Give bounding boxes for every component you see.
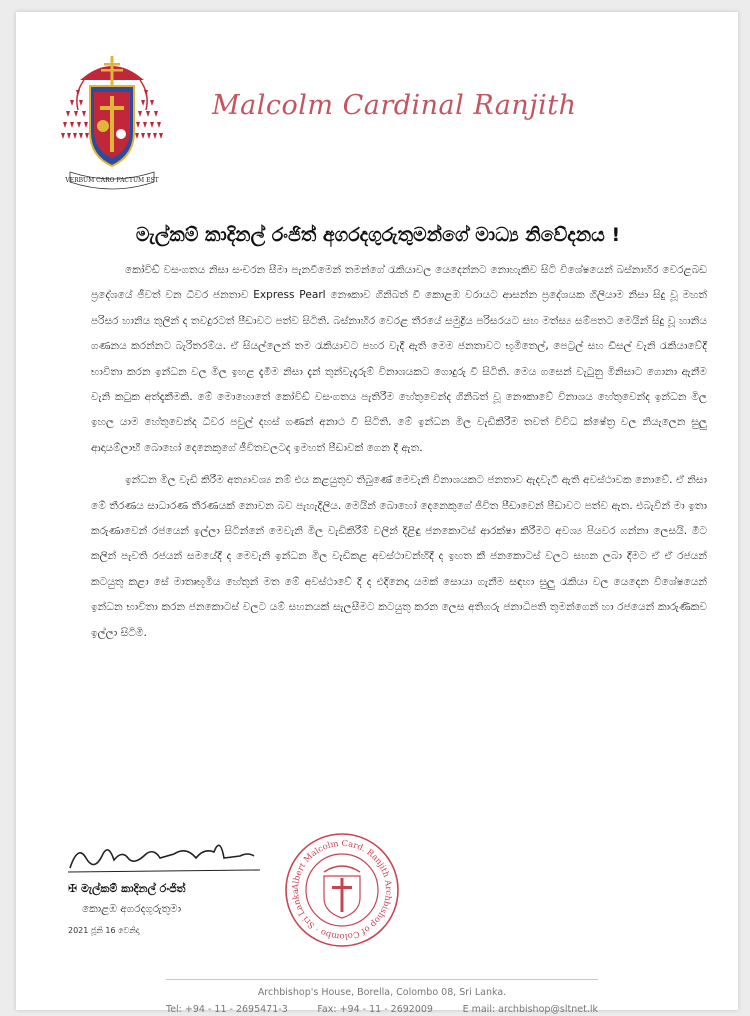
letter-page [16,12,738,1015]
archbishop-seal-stamp [284,832,400,948]
coat-of-arms-icon [60,54,164,200]
body-paragraph: කෝවිඩ් වසංගතය නිසා සංචරන සීමා පැනවීමෙන් තමන්ගේ රැකියාවල යෙදෙන්නට නොහැකිව සිටි විශේෂයෙන් බස්නාහිර වෙරළබඩ ප්‍රදේශයේ ජීවත් වන ධීවර ජනතාව Express Pearl නෞකාව ගිනිබත් වී කොළඹ වරායට ආසන්න ප්‍රදේශයක ගිලියාම නිසා සිදු වූ මහත් පරිසර හානිය තුලින් ද තවදුරටත් පීඩාවට පත්ව සිටිති. බස්නාහිර වෙරළ තීරයේ සමුද්‍රිය පරිසරයට සහ මත්ස්‍ය සම්පතට මෙයින් සිදු වූ හානිය ගණනය කරන්නට බැරිතරම්ය. ඒ සියල්ලෙන් තම රැකියාවට පහර වැදී ඇති මෙම ජනතාවට භූමිතෙල්, පෙට්‍රල් සහ ඩීසල් වැනි රැකියාවේදී භාවිතා කරන ඉන්ධන වල මිල ඉහළ දැමීම නිසා දැන් තුන්වැදෑරුම් විනාශයකට ගොදුරු වී සිටිති. මෙය ගසෙන් වැටුනු මිනිසාට ගොනා ඇනීම වැනි කටුක අත්දැකීමකි. මේ මොහොතේ කෝවිඩ් වසංගතය පැතිරීම හේතුවෙන්ද ගිනිබත් වූ නෞකාවේ විනාශය හේතුවෙන්ද ඉන්ධන මිල ඉහල යාම හේතුවෙන්ද ධීවර පවුල් දහස් ගණන් අනාථ වී සිටිති. මේ ඉන්ධන මිල වැඩිකිරීම තවත් විවිධ ක්ෂේත්‍ර වල නියැලෙන සුලු ආදායම්ලාභී බොහෝ දෙනෙකුගේ ජීවිතවලටද ඉමහත් පීඩාවක් ගෙන දී ඇත. [91,264,707,454]
footer-fax: Fax: +94 - 11 - 2692009 [317,1004,433,1015]
footer-address: Archbishop's House, Borella, Colombo 08, Sri Lanka. [257,987,507,998]
press-release-body [91,258,707,653]
footer-contact [166,1004,598,1015]
letterhead-name: Malcolm Cardinal Ranjith [212,90,577,121]
signatory-name: ✠ මැල්කම් කාදිනල් රංජිත් [68,882,186,895]
press-release-title: මැල්කම් කාදිනල් රංජිත් අගරදගුරුතුමන්ගේ මාධ්‍ය නිවේදනය ! [135,224,621,246]
signature-date: 2021 ජූනි 16 වෙනිදා [68,926,140,935]
body-paragraph: ඉන්ධන මිල වැඩි කිරීම අත්‍යාවශ්‍ය නම් එය කළයුතුව තිබුණේ මෙවැනි විනාශයකට ජනතාව ඇදවැටී ඇති අවස්ථාවක නොවේ. ඒ නිසා මේ තීරණය සාධාරණ තීරණයක් නොවන බව පැහැදිලිය. මෙයින් බොහෝ දෙනෙකුගේ ජිවිත පීඩාවෙන් පීඩාවට පත්ව ඇත. එබැවින් මා ඉතා කරුණාවෙන් රජයෙන් ඉල්ලා සිටින්නේ මෙවැනි මිල වැඩිකිරීම් වලින් දිළිඳු ජනකොටස් ආරක්ෂා කිරීමට අවශ්‍ය පියවර ගන්නා ලෙසයි. මීට කලින් පැවති රජයන් සමයේදී ද මෙවැනි ඉන්ධන මිල වැඩිකළ අවස්ථාවන්හිදී ද ඉහත කී ජනකොටස් වලට සහන ලබා දීමට ඒ ඒ රජයන් කටයුතු කළා සේ මාතෘභූමිය හේතුන් මත මේ අවස්ථාවේ දී ද එදිනෙදා යමක් සොයා ගැනීම සඳහා සුලු රැකියා වල යෙදෙන විශේෂයෙන් ඉන්ධන භාවිතා කරන ජනකොටස් වලට යම් සහනයක් සැලසීමට කටයුතු කරන ලෙස අතිගරු ජනාධිපති තුමන්ගෙන් හා රජයෙන් කාරුණිකව ඉල්ලා සිටිමි. [91,474,707,639]
footer-email: E mail: archbishop@sltnet.lk [462,1004,598,1015]
seal-text: Albert Malcolm Card. Ranjith Archbishop of Colombo · Sri Lanka [289,837,395,943]
handwritten-signature [64,828,264,884]
footer-divider [166,979,598,980]
footer-telephone: Tel: +94 - 11 - 2695471-3 [166,1004,288,1015]
signatory-title: කොළඹ අගරදගුරුතුමා [82,903,182,915]
crest-motto: VERBUM CARO FACTUM EST [65,177,159,184]
